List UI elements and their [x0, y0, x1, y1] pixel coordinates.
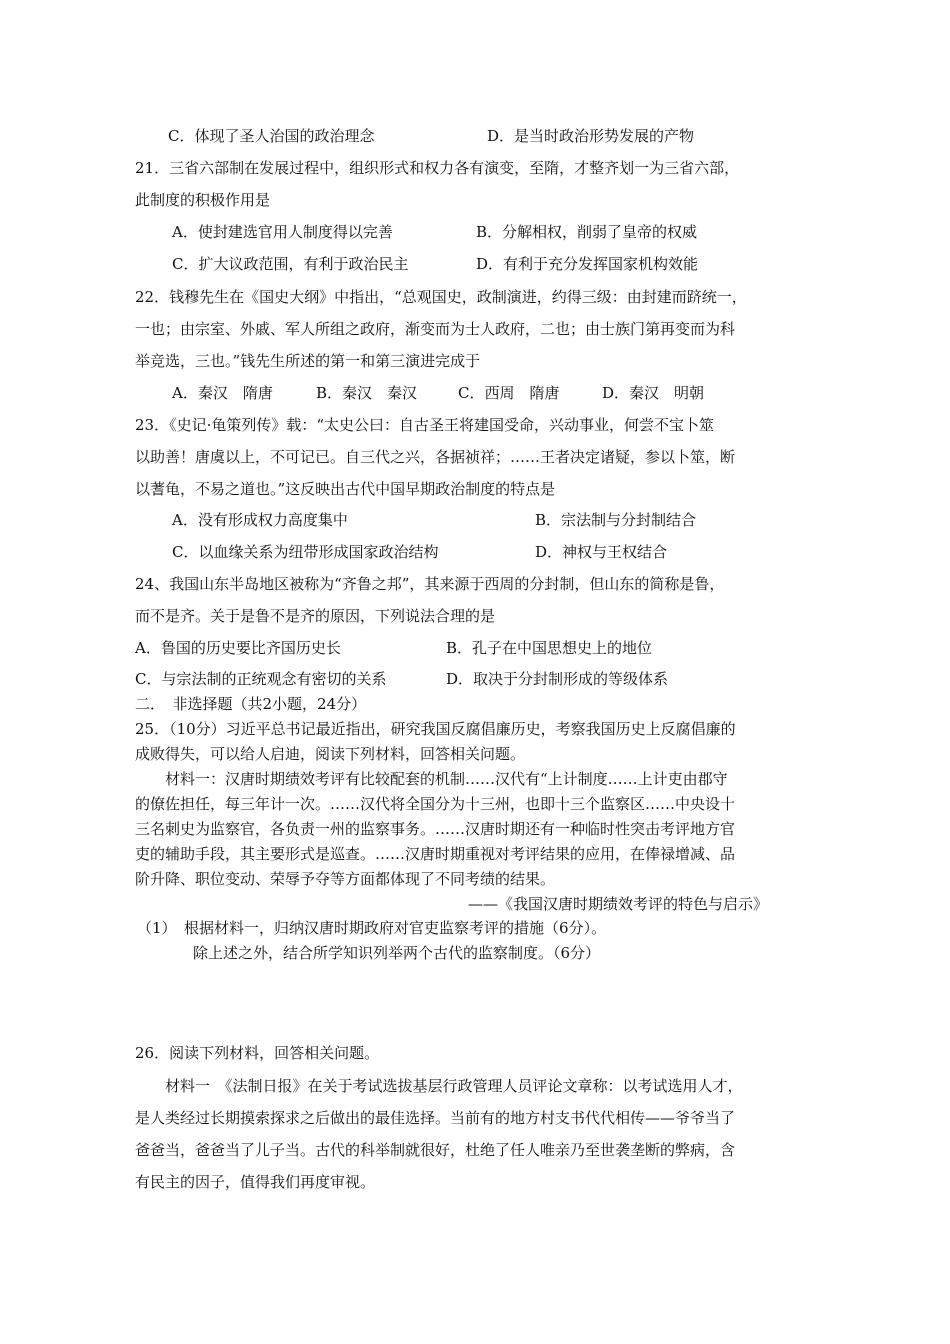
q26-material-line-1: 材料一 《法制日报》在关于考试选拔基层行政管理人员评论文章称：以考试选用人才，	[165, 1077, 743, 1095]
q25-subquestion-2: 除上述之外，结合所学知识列举两个古代的监察制度。（6分）	[193, 944, 601, 962]
q25-material-line-2: 的僚佐担任，每三年计一次。……汉代将全国分为十三州，也即十三个监察区……中央设十	[135, 795, 736, 813]
q24-stem-line-1: 24、我国山东半岛地区被称为“齐鲁之邦”，其来源于西周的分封制，但山东的简称是鲁，	[135, 575, 725, 593]
q23-option-a: A．没有形成权力高度集中	[172, 511, 348, 529]
q24-option-d: D．取决于分封制形成的等级体系	[446, 670, 669, 688]
q25-source: ——《我国汉唐时期绩效考评的特色与启示》	[468, 895, 769, 913]
q25-material-line-1: 材料一：汉唐时期绩效考评有比较配套的机制……汉代有“上计制度……上计吏由郡守	[165, 770, 728, 788]
q20-option-c: C．体现了圣人治国的政治理念	[168, 127, 375, 145]
q24-stem-line-2: 而不是齐。关于是鲁不是齐的原因，下列说法合理的是	[135, 607, 496, 625]
q26-material-line-3: 爸爸当，爸爸当了儿子当。古代的科举制就很好，杜绝了任人唯亲乃至世袭垄断的弊病，含	[135, 1141, 736, 1159]
q25-material-line-5: 阶升降、职位变动、荣辱予夺等方面都体现了不同考绩的结果。	[135, 870, 556, 888]
q23-option-b: B．宗法制与分封制结合	[535, 511, 697, 529]
q23-stem-line-3: 以蓍龟，不易之道也。”这反映出古代中国早期政治制度的特点是	[135, 480, 556, 498]
q22-stem-line-2: 一也；由宗室、外戚、军人所组之政府，渐变而为士人政府，二也；由士族门第再变而为科	[135, 320, 736, 338]
q21-option-a: A．使封建选官用人制度得以完善	[172, 223, 393, 241]
q23-option-d: D．神权与王权结合	[535, 543, 668, 561]
q22-stem-line-1: 22．钱穆先生在《国史大纲》中指出，“总观国史，政制演进，约得三级：由封建而跻统一，	[135, 288, 747, 306]
q26-material-line-2: 是人类经过长期摸索探求之后做出的最佳选择。当前有的地方村支书代代相传——爷爷当了	[135, 1109, 736, 1127]
q22-stem-line-3: 举竞选，三也。”钱先生所述的第一和第三演进完成于	[135, 352, 481, 370]
q22-option-c: C．西周 隋唐	[458, 384, 560, 402]
q21-stem-line-1: 21．三省六部制在发展过程中，组织形式和权力各有演变，至隋，才整齐划一为三省六部，	[135, 159, 740, 177]
q22-option-b: B．秦汉 秦汉	[316, 384, 418, 402]
q22-option-d: D．秦汉 明朝	[602, 384, 705, 402]
q25-material-line-4: 吏的辅助手段，其主要形式是巡查。……汉唐时期重视对考评结果的应用，在俸禄增减、品	[135, 845, 736, 863]
q25-material-line-3: 三名刺史为监察官，各负责一州的监察事务。……汉唐时期还有一种临时性突击考评地方官	[135, 820, 736, 838]
q25-stem-line-2: 成败得失，可以给人启迪，阅读下列材料，回答相关问题。	[135, 745, 526, 763]
q24-option-b: B．孔子在中国思想史上的地位	[446, 639, 653, 657]
q23-stem-line-2: 以助善！唐虞以上，不可记已。自三代之兴，各据祯祥；……王者决定诸疑，参以卜筮，断	[135, 448, 736, 466]
q21-option-d: D．有利于充分发挥国家机构效能	[476, 255, 699, 273]
section-2-heading: 二． 非选择题（共2小题，24分）	[135, 695, 367, 713]
q25-stem-line-1: 25．（10分）习近平总书记最近指出，研究我国反腐倡廉历史，考察我国历史上反腐倡廉的	[135, 720, 736, 738]
q24-option-a: A．鲁国的历史要比齐国历史长	[135, 639, 341, 657]
q22-option-a: A．秦汉 隋唐	[172, 384, 273, 402]
q21-option-b: B．分解相权，削弱了皇帝的权威	[476, 223, 698, 241]
q21-option-c: C．扩大议政范围，有利于政治民主	[172, 255, 409, 273]
q24-option-c: C．与宗法制的正统观念有密切的关系	[135, 670, 387, 688]
q21-stem-line-2: 此制度的积极作用是	[135, 191, 271, 209]
q20-option-d: D．是当时政治形势发展的产物	[487, 127, 695, 145]
q25-subquestion-1: （1） 根据材料一，归纳汉唐时期政府对官吏监察考评的措施（6分）。	[137, 919, 607, 937]
q23-option-c: C．以血缘关系为纽带形成国家政治结构	[172, 543, 439, 561]
q23-stem-line-1: 23．《史记·龟策列传》载：“太史公曰：自古圣王将建国受命，兴动事业，何尝不宝卜筮	[135, 416, 715, 434]
q26-stem: 26．阅读下列材料，回答相关问题。	[135, 1044, 380, 1062]
q26-material-line-4: 有民主的因子，值得我们再度审视。	[135, 1173, 376, 1191]
